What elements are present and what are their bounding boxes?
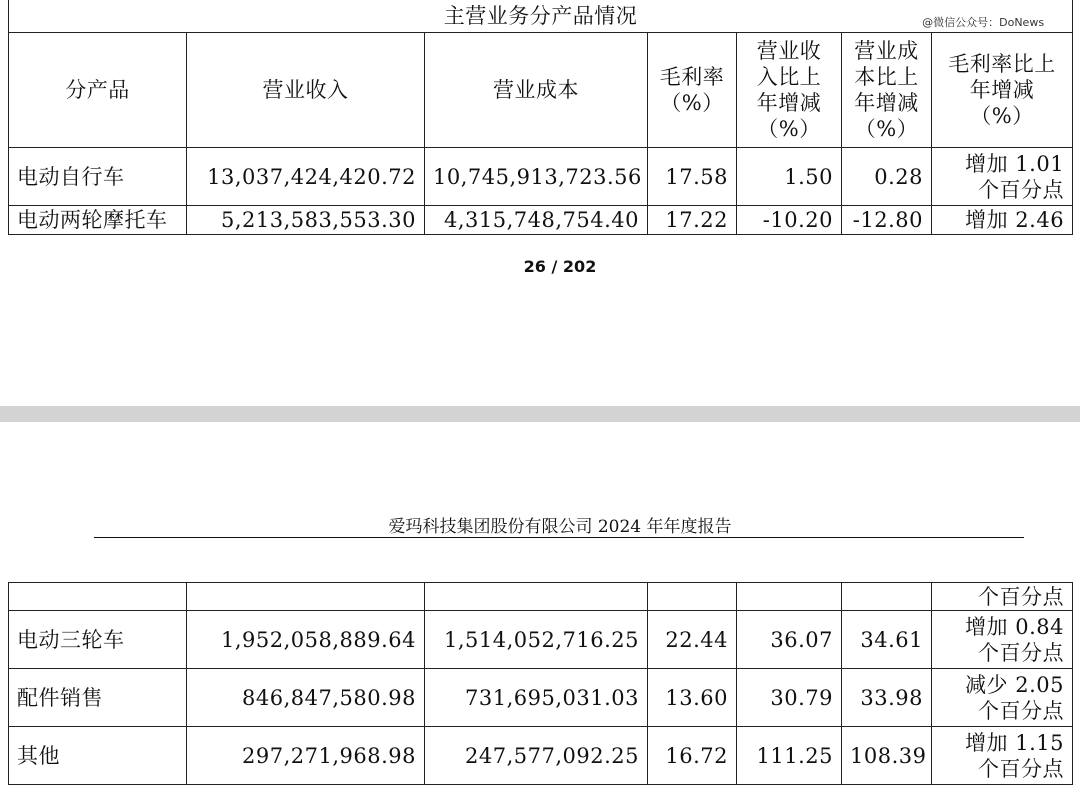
header-cost: 营业成本 — [425, 33, 648, 148]
cell-product: 配件销售 — [9, 669, 187, 727]
cell-revenue-change: 111.25 — [737, 727, 842, 785]
cell-revenue: 297,271,968.98 — [187, 727, 425, 785]
cell-margin: 22.44 — [648, 611, 737, 669]
table-row — [9, 148, 1073, 206]
cell-product: 电动三轮车 — [9, 611, 187, 669]
table-title: 主营业务分产品情况 — [443, 3, 638, 28]
header-margin-change: 毛利率比上 年增减 （%） — [932, 33, 1073, 148]
cell-cost: 1,514,052,716.25 — [425, 611, 648, 669]
report-header: 爱玛科技集团股份有限公司 2024 年年度报告 — [388, 517, 732, 537]
cell-revenue-change: 30.79 — [737, 669, 842, 727]
cell-revenue-change: -10.20 — [737, 206, 842, 235]
header-margin: 毛利率 （%） — [648, 33, 737, 148]
header-revenue-change: 营业收 入比上 年增减 （%） — [737, 33, 842, 148]
cell-revenue: 1,952,058,889.64 — [187, 611, 425, 669]
cell-cost-change: 108.39 — [842, 727, 932, 785]
product-revenue-table-top — [8, 0, 1073, 235]
cell-margin: 17.58 — [648, 148, 737, 206]
cell-margin: 16.72 — [648, 727, 737, 785]
cell-margin: 13.60 — [648, 669, 737, 727]
cell-revenue: 846,847,580.98 — [187, 669, 425, 727]
cell-cost-change: -12.80 — [842, 206, 932, 235]
table-row — [9, 611, 1073, 669]
cell-margin-change: 个百分点 — [932, 583, 1073, 611]
page-separator — [0, 406, 1080, 422]
cell-cost-change: 0.28 — [842, 148, 932, 206]
product-revenue-table-bottom — [8, 582, 1073, 785]
cell-margin-change: 增加 1.01 个百分点 — [932, 148, 1073, 206]
page-number: 26 / 202 — [523, 257, 597, 276]
cell-cost: 247,577,092.25 — [425, 727, 648, 785]
header-product: 分产品 — [9, 33, 187, 148]
cell-revenue-change: 36.07 — [737, 611, 842, 669]
cell-margin-change: 增加 1.15 个百分点 — [932, 727, 1073, 785]
header-cost-change: 营业成 本比上 年增减 （%） — [842, 33, 932, 148]
cell-revenue: 5,213,583,553.30 — [187, 206, 425, 235]
cell-cost-change: 33.98 — [842, 669, 932, 727]
cell-cost: 731,695,031.03 — [425, 669, 648, 727]
cell-cost-change: 34.61 — [842, 611, 932, 669]
watermark: @微信公众号：DoNews — [922, 16, 1045, 29]
cell-margin-change: 减少 2.05 个百分点 — [932, 669, 1073, 727]
table-title-row — [9, 0, 1073, 33]
cell-product: 电动两轮摩托车 — [9, 206, 187, 235]
table-row-continuation — [9, 583, 1073, 611]
table-header-row — [9, 33, 1073, 148]
cell-revenue-change: 1.50 — [737, 148, 842, 206]
cell-margin: 17.22 — [648, 206, 737, 235]
table-row — [9, 727, 1073, 785]
table-row — [9, 669, 1073, 727]
cell-cost: 10,745,913,723.56 — [425, 148, 648, 206]
cell-product: 其他 — [9, 727, 187, 785]
cell-margin-change: 增加 0.84 个百分点 — [932, 611, 1073, 669]
header-rule — [94, 537, 1024, 538]
header-revenue: 营业收入 — [187, 33, 425, 148]
cell-product: 电动自行车 — [9, 148, 187, 206]
cell-margin-change: 增加 2.46 — [932, 206, 1073, 235]
cell-revenue: 13,037,424,420.72 — [187, 148, 425, 206]
cell-cost: 4,315,748,754.40 — [425, 206, 648, 235]
table-row — [9, 206, 1073, 235]
